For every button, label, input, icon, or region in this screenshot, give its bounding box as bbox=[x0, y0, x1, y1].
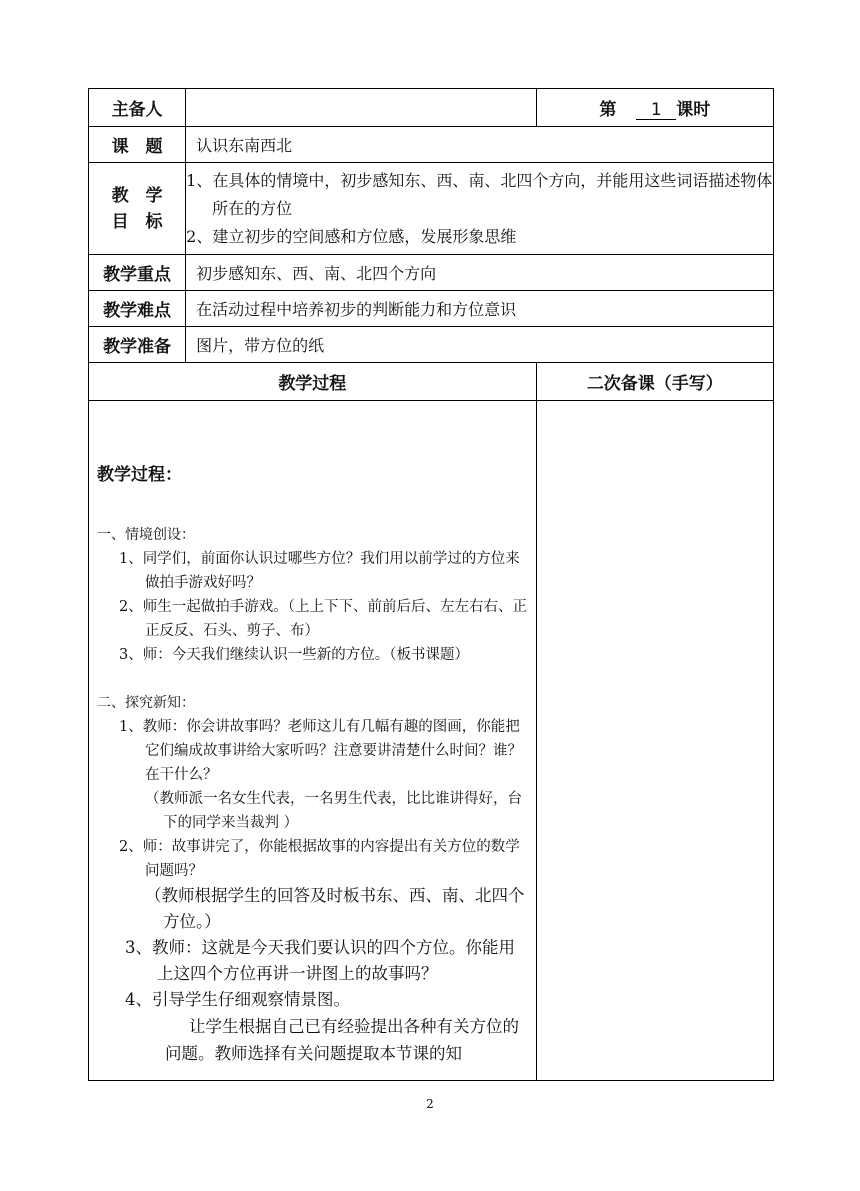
lesson-number-cell bbox=[536, 89, 773, 127]
lesson-number bbox=[599, 100, 710, 120]
section2-heading: 二、探究新知： bbox=[97, 695, 195, 711]
lesson-prefix: 第 bbox=[599, 100, 617, 120]
objective-item: 1、在具体的情境中，初步感知东、西、南、北四个方向，并能用这些词语描述物体所在的方位 bbox=[186, 170, 773, 218]
topic-label: 课 题 bbox=[89, 127, 186, 163]
section2-item1: 1、教师：你会讲故事吗？老师这儿有几幅有趣的图画，你能把它们编成故事讲给大家听吗？注意要讲清楚什么时间？谁？在干什么？ bbox=[119, 719, 522, 783]
page-number: 2 bbox=[426, 1097, 434, 1111]
preparation-label: 教学准备 bbox=[89, 327, 186, 363]
lesson-plan-table bbox=[88, 88, 774, 1081]
topic-value: 认识东南西北 bbox=[186, 127, 774, 163]
section1-heading: 一、情境创设： bbox=[97, 527, 195, 543]
objectives-label bbox=[89, 163, 186, 255]
second-prep-area bbox=[536, 401, 773, 1081]
section2-paragraph: 让学生根据自己已有经验提出各种有关方位的问题。教师选择有关问题提取本节课的知 bbox=[165, 1017, 519, 1063]
process-title: 教学过程： bbox=[97, 465, 182, 485]
lesson-suffix: 课时 bbox=[676, 100, 711, 120]
objectives-list bbox=[186, 163, 774, 255]
preparation-row bbox=[89, 327, 774, 363]
difficulties-row bbox=[89, 291, 774, 327]
section2-item4: 4、引导学生仔细观察情景图。 bbox=[125, 990, 350, 1009]
process-header: 教学过程 bbox=[89, 363, 537, 401]
preparer-value bbox=[186, 89, 537, 127]
process-header-row bbox=[89, 363, 774, 401]
preparer-label: 主备人 bbox=[89, 89, 186, 127]
process-body-row bbox=[89, 401, 774, 1081]
header-row bbox=[89, 89, 774, 127]
topic-row bbox=[89, 127, 774, 163]
section1-item: 1、同学们，前面你认识过哪些方位？我们用以前学过的方位来做拍手游戏好吗？ bbox=[119, 551, 520, 591]
objectives-label-line2: 目 标 bbox=[111, 211, 163, 232]
process-content bbox=[89, 401, 537, 1081]
objectives-row bbox=[89, 163, 774, 255]
key-points-label: 教学重点 bbox=[89, 255, 186, 291]
section2-item3: 3、教师：这就是今天我们要认识的四个方位。你能用上这四个方位再讲一讲图上的故事吗？ bbox=[125, 938, 515, 983]
difficulties-value: 在活动过程中培养初步的判断能力和方位意识 bbox=[186, 291, 774, 327]
key-points-value: 初步感知东、西、南、北四个方向 bbox=[186, 255, 774, 291]
difficulties-label: 教学难点 bbox=[89, 291, 186, 327]
section2-item2: 2、师：故事讲完了，你能根据故事的内容提出有关方位的数学问题吗？ bbox=[119, 839, 520, 879]
preparation-value: 图片，带方位的纸 bbox=[186, 327, 774, 363]
objective-item: 2、建立初步的空间感和方位感，发展形象思维 bbox=[186, 226, 517, 246]
section1-item: 3、师：今天我们继续认识一些新的方位。（板书课题） bbox=[119, 647, 469, 663]
section2-note1: （教师派一名女生代表，一名男生代表，比比谁讲得好，台下的同学来当裁判 ） bbox=[145, 791, 522, 831]
lesson-number-value: 1 bbox=[636, 101, 676, 120]
objectives-label-line1: 教 学 bbox=[111, 185, 163, 206]
second-prep-header: 二次备课（手写） bbox=[536, 363, 773, 401]
section1-item: 2、师生一起做拍手游戏。（上上下下、前前后后、左左右右、正正反反、石头、剪子、布） bbox=[119, 599, 527, 639]
key-points-row bbox=[89, 255, 774, 291]
section2-note2: （教师根据学生的回答及时板书东、西、南、北四个方位。） bbox=[145, 886, 525, 931]
